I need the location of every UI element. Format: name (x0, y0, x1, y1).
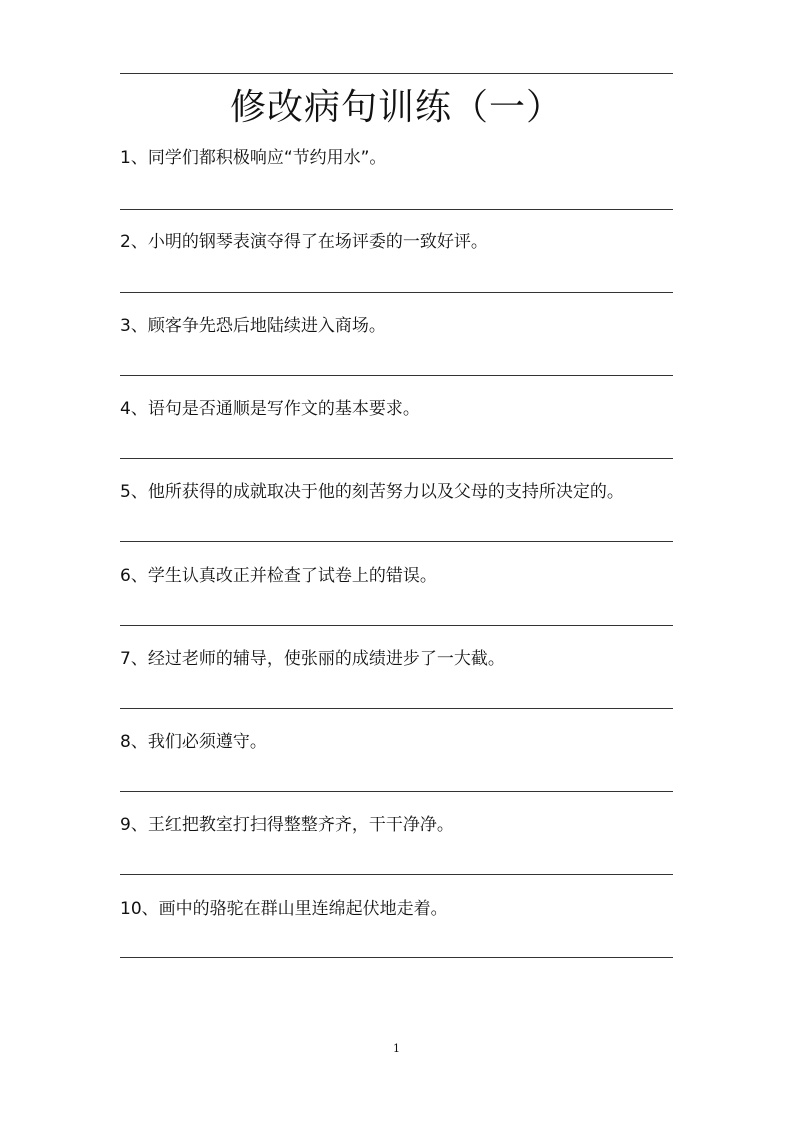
question-6: 6、学生认真改正并检查了试卷上的错误。 (120, 566, 437, 586)
question-7: 7、经过老师的辅导，使张丽的成绩进步了一大截。 (120, 649, 505, 669)
question-3: 3、顾客争先恐后地陆续进入商场。 (120, 316, 386, 336)
answer-line-1 (120, 209, 673, 210)
answer-line-5 (120, 541, 673, 542)
page-title: 修改病句训练（一） (229, 87, 563, 128)
top-rule (120, 73, 673, 74)
answer-line-10 (120, 957, 673, 958)
question-4: 4、语句是否通顺是写作文的基本要求。 (120, 399, 420, 419)
answer-line-3 (120, 375, 673, 376)
answer-line-7 (120, 708, 673, 709)
question-5: 5、他所获得的成就取决于他的刻苦努力以及父母的支持所决定的。 (120, 482, 624, 502)
answer-line-9 (120, 874, 673, 875)
question-9: 9、王红把教室打扫得整整齐齐，干干净净。 (120, 815, 454, 835)
answer-line-8 (120, 791, 673, 792)
answer-line-2 (120, 292, 673, 293)
question-8: 8、我们必须遵守。 (120, 732, 267, 752)
page-number: 1 (393, 1042, 400, 1055)
answer-line-6 (120, 625, 673, 626)
question-2: 2、小明的钢琴表演夺得了在场评委的一致好评。 (120, 232, 488, 252)
answer-line-4 (120, 458, 673, 459)
question-10: 10、画中的骆驼在群山里连绵起伏地走着。 (120, 899, 448, 919)
question-1: 1、同学们都积极响应“节约用水”。 (120, 148, 387, 168)
